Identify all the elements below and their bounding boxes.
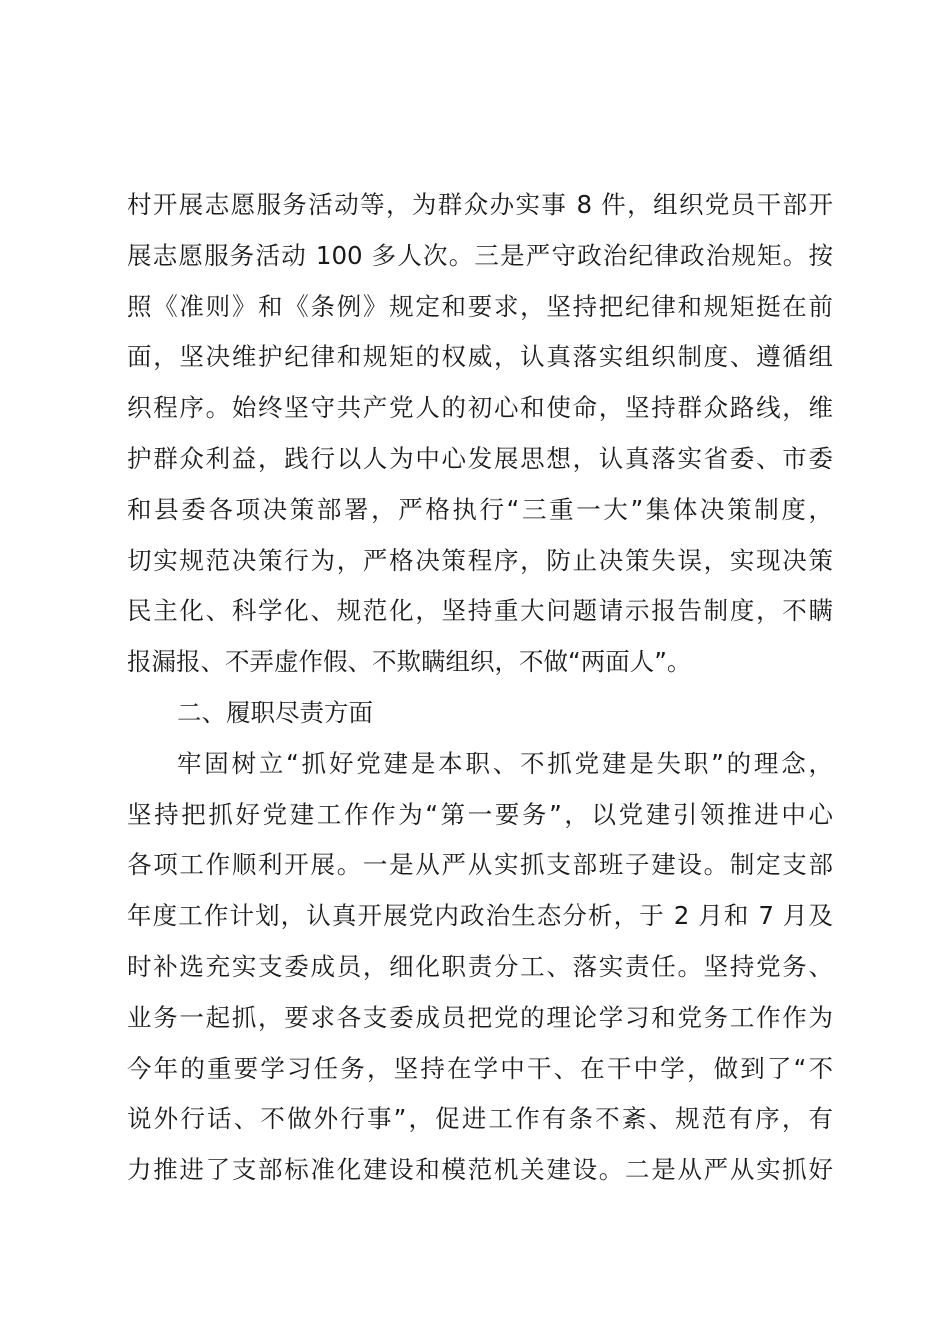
- body-line: 业务一起抓，要求各支委成员把党的理论学习和党务工作作为: [127, 1002, 833, 1032]
- body-line: 时补选充实支委成员，细化职责分工、落实责任。坚持党务、: [127, 951, 833, 981]
- document-body: [127, 180, 833, 1196]
- body-line: 村开展志愿服务活动等，为群众办实事 8 件，组织党员干部开: [127, 190, 833, 219]
- body-line: 说外行话、不做外行事”，促进工作有条不紊、规范有序，有: [127, 1104, 833, 1134]
- body-line: 年度工作计划，认真开展党内政治生态分析，于 2 月和 7 月及: [127, 901, 833, 931]
- body-line: 力推进了支部标准化建设和模范机关建设。二是从严从实抓好: [127, 1155, 833, 1185]
- section-heading: 二、履职尽责方面: [177, 697, 373, 727]
- body-line: 切实规范决策行为，严格决策程序，防止决策失误，实现决策: [127, 545, 833, 575]
- body-line: 各项工作顺利开展。一是从严从实抓支部班子建设。制定支部: [127, 850, 833, 880]
- body-line: 护群众利益，践行以人为中心发展思想，认真落实省委、市委: [127, 443, 833, 473]
- body-line: 织程序。始终坚守共产党人的初心和使命，坚持群众路线，维: [127, 393, 833, 423]
- body-line: 和县委各项决策部署，严格执行“三重一大”集体决策制度，: [127, 494, 833, 524]
- body-line: 坚持把抓好党建工作作为“第一要务”，以党建引领推进中心: [127, 799, 833, 829]
- paragraph-first-line: 牢固树立“抓好党建是本职、不抓党建是失职”的理念，: [177, 748, 833, 778]
- body-line: 展志愿服务活动 100 多人次。三是严守政治纪律政治规矩。按: [127, 240, 833, 270]
- body-line: 今年的重要学习任务，坚持在学中干、在干中学，做到了“不: [127, 1053, 833, 1083]
- body-line: 报漏报、不弄虚作假、不欺瞒组织，不做“两面人”。: [127, 647, 692, 677]
- body-line: 照《准则》和《条例》规定和要求，坚持把纪律和规矩挺在前: [127, 291, 833, 321]
- body-line: 面，坚决维护纪律和规矩的权威，认真落实组织制度、遵循组: [127, 342, 833, 372]
- body-line: 民主化、科学化、规范化，坚持重大问题请示报告制度，不瞒: [127, 596, 833, 626]
